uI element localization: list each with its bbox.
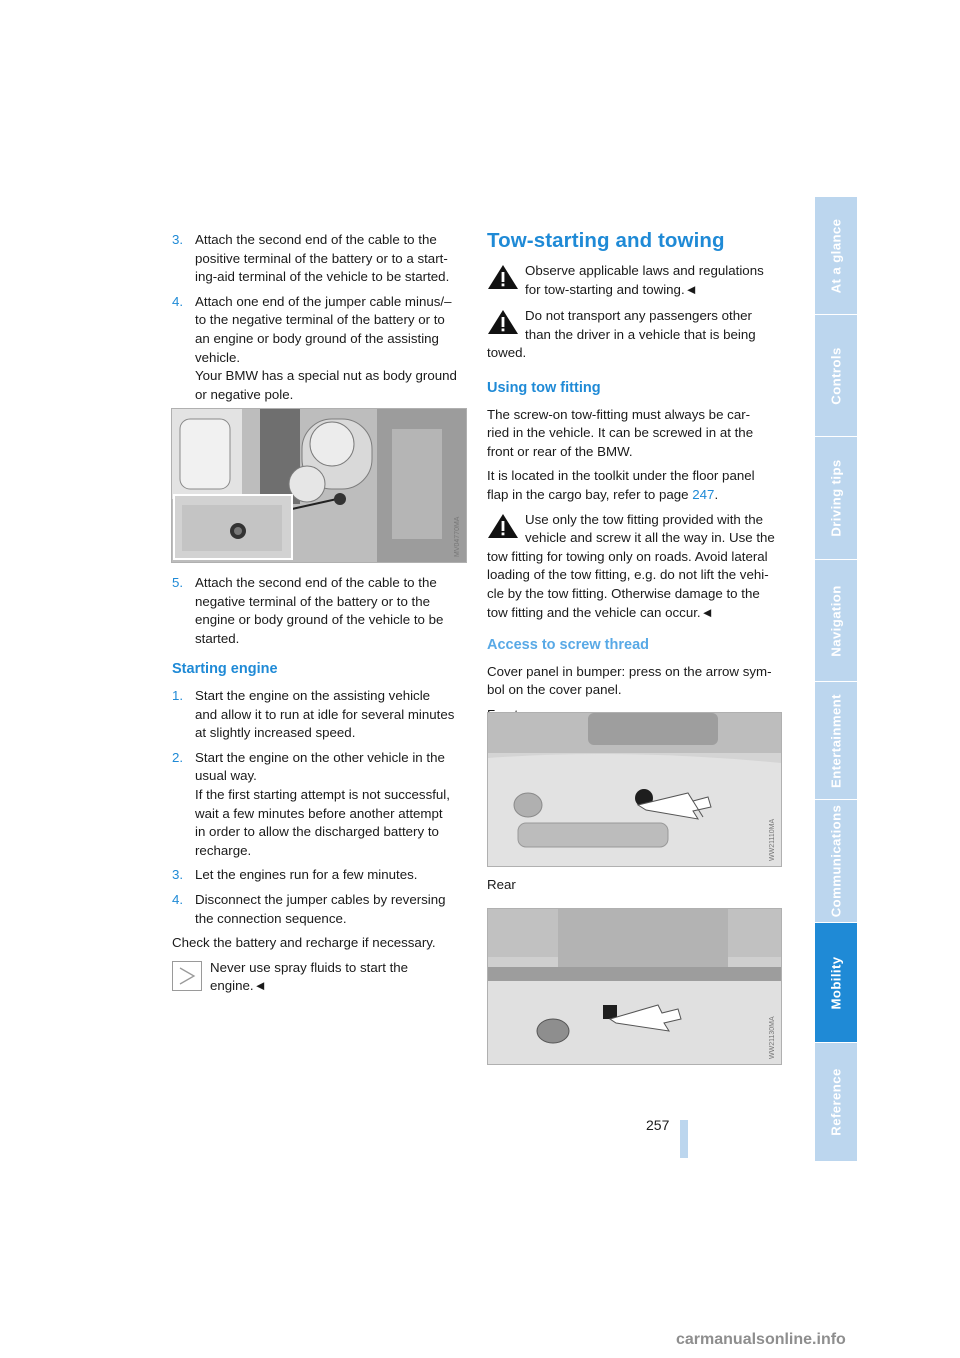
warning-text: Observe applicable laws and regulations (525, 263, 764, 278)
warning-text: tow fitting and the vehicle can occur.◄ (487, 604, 714, 620)
tab-label: Navigation (828, 584, 844, 657)
tab-communications[interactable] (815, 800, 857, 923)
step-text: positive terminal of the battery or to a start- (195, 250, 448, 266)
chapter-tabs (815, 197, 857, 1162)
left-column-lower (172, 574, 472, 996)
step-text: usual way. (195, 768, 257, 784)
using-tow-fitting-para1 (487, 406, 785, 462)
photo-code: WW21130MA (769, 1016, 776, 1059)
warning-triangle-icon (487, 264, 519, 290)
step-number: 1. (172, 687, 184, 703)
warning-laws (487, 262, 785, 299)
para-text: The screw-on tow-fitting must always be car- (487, 406, 751, 422)
tab-mobility[interactable] (815, 923, 857, 1043)
tab-label: Communications (828, 804, 844, 918)
warning-text: than the driver in a vehicle that is being (525, 326, 756, 342)
step-4-attach-negative (172, 293, 472, 405)
warning-text: tow fitting for towing only on roads. Avoid lateral (487, 548, 768, 564)
para-text: bol on the cover panel. (487, 682, 622, 698)
para-text: Cover panel in bumper: press on the arrow sym- (487, 663, 772, 679)
using-tow-fitting-para2 (487, 467, 785, 504)
note-text: engine.◄ (210, 978, 267, 994)
step-text: Attach the second end of the cable to the (195, 232, 437, 247)
step-text: and allow it to run at idle for several minutes (195, 706, 455, 722)
tab-label: At a glance (828, 218, 844, 293)
step-3-attach-positive (172, 231, 472, 287)
step-number: 4. (172, 293, 184, 309)
step-text: negative terminal of the battery or to the (195, 593, 431, 609)
photo-code: MV04770MA (454, 516, 461, 557)
step-number: 2. (172, 749, 184, 765)
left-column (172, 231, 472, 410)
step-number: 3. (172, 232, 184, 247)
footer-watermark-url: carmanualsonline.info (676, 1331, 846, 1348)
start-step-4 (172, 891, 472, 928)
step-5-attach-ground (172, 574, 472, 648)
tab-navigation[interactable] (815, 560, 857, 682)
tab-label: Controls (828, 346, 844, 405)
step-text: If the first starting attempt is not successful, (195, 786, 450, 802)
page-number-bar (680, 1120, 688, 1158)
para-text: . (714, 486, 719, 502)
warning-text: vehicle and screw it all the way in. Use the (525, 530, 775, 546)
para-text: flap in the cargo bay, refer to page (487, 486, 693, 502)
step-text: ing-aid terminal of the vehicle to be started. (195, 269, 450, 285)
page-number: 257 (646, 1117, 670, 1133)
step-text: the connection sequence. (195, 910, 347, 926)
warning-text: Use only the tow fitting provided with the (525, 511, 763, 527)
warning-text: towed. (487, 345, 527, 361)
start-step-3 (172, 866, 472, 885)
front-bumper-photo (487, 712, 782, 867)
step-text: or negative pole. (195, 386, 294, 402)
tab-label: Driving tips (828, 459, 844, 537)
step-number: 5. (172, 575, 184, 590)
step-text: at slightly increased speed. (195, 725, 356, 741)
step-text: vehicle. (195, 349, 241, 365)
step-text: Let the engines run for a few minutes. (195, 867, 418, 883)
warning-text: Do not transport any passengers other (525, 308, 752, 324)
step-text: recharge. (195, 842, 252, 858)
start-step-1 (172, 687, 472, 743)
page-reference-link[interactable]: 247 (692, 486, 715, 502)
right-column (487, 262, 785, 730)
step-text: an engine or body ground of the assisting (195, 330, 439, 346)
step-text: Your BMW has a special nut as body ground (195, 368, 457, 384)
warning-text: cle by the tow fitting. Otherwise damage to the (487, 585, 760, 601)
start-step-2 (172, 749, 472, 861)
tab-reference[interactable] (815, 1043, 857, 1162)
step-text: wait a few minutes before another attempt (195, 805, 443, 821)
access-screw-thread-heading: Access to screw thread (487, 637, 649, 654)
step-text: started. (195, 630, 240, 646)
tab-driving-tips[interactable] (815, 437, 857, 560)
step-text: in order to allow the discharged battery to (195, 824, 439, 840)
step-text: Attach one end of the jumper cable minus/– (195, 293, 452, 309)
note-arrow-icon (172, 961, 202, 991)
engine-bay-ground-photo (171, 408, 467, 563)
step-text: Start the engine on the other vehicle in the (195, 749, 445, 765)
para-text: It is located in the toolkit under the floor panel (487, 468, 755, 484)
warning-triangle-icon (487, 513, 519, 539)
tab-label: Entertainment (828, 693, 844, 788)
step-text: Disconnect the jumper cables by reversing (195, 891, 446, 907)
warning-tow-fitting-use (487, 511, 785, 623)
warning-passengers (487, 307, 785, 363)
photo-code: WW21110MA (769, 818, 776, 861)
warning-text: loading of the tow fitting, e.g. do not lift the vehi- (487, 567, 769, 583)
tab-at-a-glance[interactable] (815, 197, 857, 315)
step-number: 3. (172, 867, 184, 883)
rear-label: Rear (487, 877, 516, 892)
tab-entertainment[interactable] (815, 682, 857, 800)
note-text: Never use spray fluids to start the (210, 959, 409, 975)
para-text: ried in the vehicle. It can be screwed in at the (487, 425, 754, 441)
step-text: engine or body ground of the vehicle to be (195, 612, 444, 628)
warning-triangle-icon (487, 309, 519, 335)
step-text: Start the engine on the assisting vehicle (195, 687, 431, 703)
note-spray-fluids (172, 959, 472, 996)
page-title: Tow-starting and towing (487, 229, 725, 252)
access-para (487, 663, 785, 700)
tab-label: Reference (828, 1068, 844, 1136)
tab-label: Mobility (828, 955, 844, 1010)
tab-controls[interactable] (815, 315, 857, 437)
step-number: 4. (172, 891, 184, 907)
para-text: front or rear of the BMW. (487, 443, 633, 459)
using-tow-fitting-heading: Using tow fitting (487, 379, 601, 396)
step-text: Attach the second end of the cable to the (195, 575, 437, 590)
starting-engine-heading: Starting engine (172, 661, 278, 678)
rear-bumper-photo (487, 908, 782, 1065)
step-text: to the negative terminal of the battery or to (195, 312, 445, 328)
check-battery-text: Check the battery and recharge if necessary. (172, 935, 436, 951)
warning-text: for tow-starting and towing.◄ (525, 281, 698, 297)
